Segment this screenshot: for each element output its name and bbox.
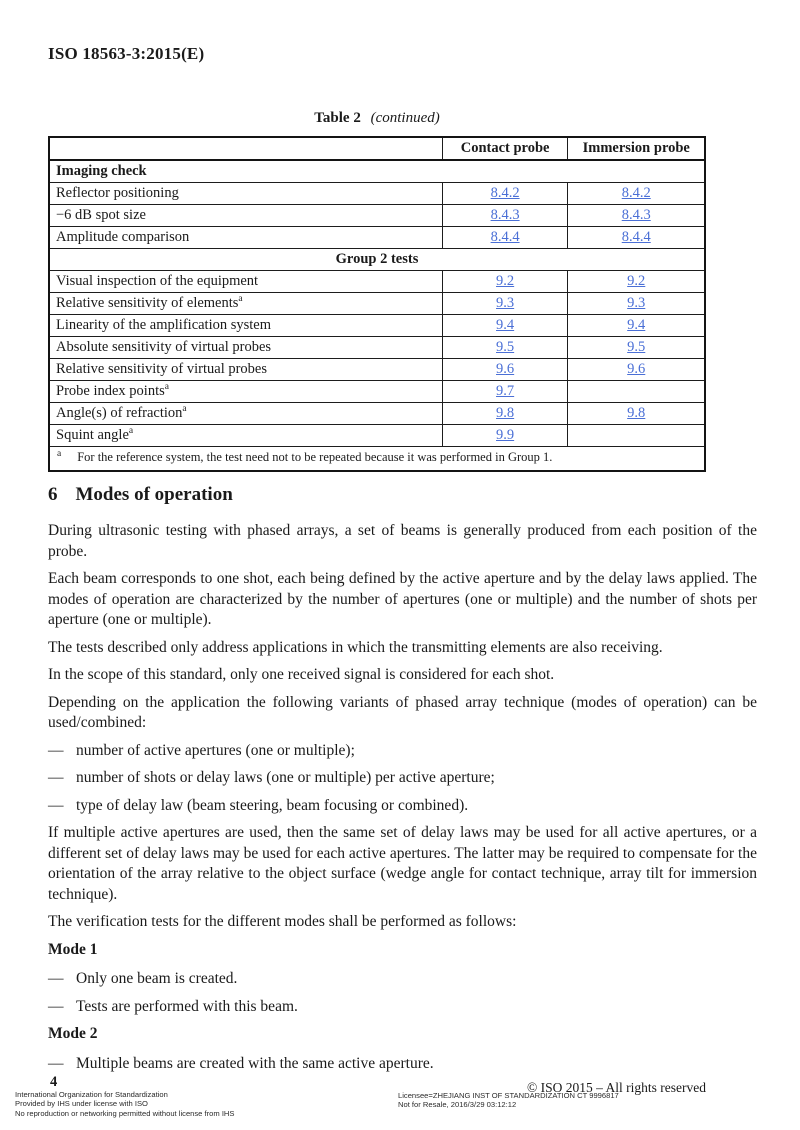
table-row [49, 227, 705, 249]
dash-bullet-icon: — [48, 796, 64, 814]
paragraph: Depending on the application the following variants of phased array technique (modes of operation) can be used/combined: [48, 693, 757, 731]
table-row [49, 381, 705, 403]
xref-link[interactable]: 9.2 [496, 273, 515, 289]
xref-link[interactable]: 8.4.4 [621, 229, 651, 245]
header-immersion-probe: Immersion probe [568, 137, 705, 160]
header-contact-probe: Contact probe [442, 137, 568, 160]
row-label: Reflector positioning [49, 183, 442, 205]
header-empty-cell [49, 137, 442, 160]
xref-link[interactable]: 8.4.3 [490, 207, 520, 223]
dash-bullet-icon: — [48, 1054, 64, 1072]
mode-1-heading: Mode 1 [48, 940, 98, 958]
empty-cell [568, 381, 705, 403]
dash-bullet-icon: — [48, 997, 64, 1015]
empty-cell [568, 425, 705, 447]
row-label: −6 dB spot size [49, 205, 442, 227]
paragraph: Each beam corresponds to one shot, each being defined by the active aperture and by the delay laws applied. The modes of operation are characterized by the number of apertures (one or multiple) and the number of shots per aperture (one or multiple). [48, 570, 757, 628]
row-label: Relative sensitivity of elements$^a$ [49, 293, 442, 315]
list-item: — number of shots or delay laws (one or multiple) per active aperture; [48, 768, 757, 789]
table-section-row [49, 249, 705, 271]
table-row [49, 205, 705, 227]
mode-2-heading: Mode 2 [48, 1025, 98, 1042]
xref-link[interactable]: 8.4.3 [621, 207, 651, 223]
paragraph: The verification tests for the different modes shall be performed as follows: [48, 913, 517, 930]
section-number: 6 [48, 484, 58, 505]
xref-link[interactable]: 9.5 [496, 339, 515, 355]
dash-bullet-icon: — [48, 970, 64, 987]
publisher-line: No reproduction or networking permitted without license from IHS [15, 1108, 235, 1118]
table-footnote-row [49, 447, 705, 472]
row-label: Linearity of the amplification system [49, 315, 442, 337]
row-label: Absolute sensitivity of virtual probes [49, 337, 442, 359]
table-row [49, 293, 705, 315]
group2-tests-label: Group 2 tests [49, 249, 705, 271]
table-row [49, 183, 705, 205]
xref-link[interactable]: 9.8 [627, 405, 646, 421]
document-code: ISO 18563-3:2015(E) [48, 44, 205, 63]
table-row [49, 337, 705, 359]
paragraph: In the scope of this standard, only one received signal is considered for each shot. [48, 666, 555, 683]
table-row [49, 271, 705, 293]
row-label: Amplitude comparison [49, 227, 442, 249]
footnote-marker: a [182, 404, 187, 415]
xref-link[interactable]: 8.4.2 [621, 185, 651, 201]
table-section-row [49, 160, 705, 183]
publisher-line: Provided by IHS under license with ISO [15, 1099, 148, 1109]
xref-link[interactable]: 9.3 [496, 295, 515, 311]
row-label: Probe index points$^a$ [49, 381, 442, 403]
table-header-row [49, 137, 705, 160]
copyright-notice: © ISO 2015 – All rights reserved [527, 1080, 706, 1095]
row-label: Angle(s) of refraction$^a$ [49, 403, 442, 425]
section-heading [48, 484, 757, 506]
xref-link[interactable]: 9.5 [627, 339, 646, 355]
paragraph: The tests described only address applications in which the transmitting elements are also receiving. [48, 638, 663, 656]
table-footnote: $^a$ For the reference system, the test need not to be repeated because it was performed in Group 1. [49, 447, 705, 472]
list-item: — type of delay law (beam steering, beam focusing or combined). [48, 796, 757, 817]
footnote-marker: a [57, 448, 62, 459]
table-row [49, 403, 705, 425]
xref-link[interactable]: 9.8 [496, 405, 515, 421]
row-label: Visual inspection of the equipment [49, 271, 442, 293]
xref-link[interactable]: 9.3 [627, 295, 646, 311]
table-caption-number: Table 2 [314, 110, 361, 126]
license-line: Licensee=ZHEJIANG INST OF STANDARDIZATION CT 9996817 [398, 1091, 619, 1100]
license-line: Not for Resale, 2016/3/29 03:12:12 [398, 1100, 517, 1110]
table-caption [48, 110, 706, 127]
row-label: Relative sensitivity of virtual probes [49, 359, 442, 381]
dash-bullet-icon: — [48, 769, 64, 786]
row-label: Squint angle$^a$ [49, 425, 442, 447]
paragraph: During ultrasonic testing with phased arrays, a set of beams is generally produced from each position of the probe. [48, 522, 757, 560]
footnote-marker: a [164, 382, 169, 393]
publisher-line: International Organization for Standardization [15, 1090, 168, 1099]
section-title: Modes of operation [75, 484, 233, 505]
xref-link[interactable]: 9.4 [496, 317, 515, 333]
list-item: — Only one beam is created. [48, 969, 757, 990]
paragraph: If multiple active apertures are used, then the same set of delay laws may be used for all active apertures, or a different set of delay laws may be used for each active apertures. The latter may be required to compensate for the orientation of the array relative to the object surface (wedge angle for contact technique, array tilt for immersion technique). [48, 824, 757, 903]
xref-link[interactable]: 9.2 [627, 273, 646, 289]
xref-link[interactable]: 9.4 [627, 317, 646, 333]
list-item: — number of active apertures (one or multiple); [48, 741, 757, 762]
dash-bullet-icon: — [48, 741, 64, 759]
footnote-marker: a [238, 294, 243, 305]
tests-table [48, 136, 706, 472]
table-row [49, 315, 705, 337]
list-item: — Multiple beams are created with the same active aperture. [48, 1054, 757, 1075]
table-row [49, 359, 705, 381]
xref-link[interactable]: 9.6 [496, 361, 515, 377]
page-number: 4 [50, 1074, 58, 1090]
xref-link[interactable]: 9.6 [627, 361, 646, 377]
list-item: — Tests are performed with this beam. [48, 997, 757, 1018]
section-modes-of-operation [48, 484, 757, 1081]
table-row [49, 425, 705, 447]
imaging-check-label: Imaging check [49, 160, 705, 183]
xref-link[interactable]: 9.9 [496, 427, 515, 443]
publisher-notice [15, 1090, 345, 1118]
xref-link[interactable]: 9.7 [496, 383, 515, 399]
xref-link[interactable]: 8.4.2 [490, 185, 520, 201]
footnote-marker: a [128, 426, 134, 437]
table-caption-continued: (continued) [370, 110, 440, 126]
xref-link[interactable]: 8.4.4 [490, 229, 520, 245]
